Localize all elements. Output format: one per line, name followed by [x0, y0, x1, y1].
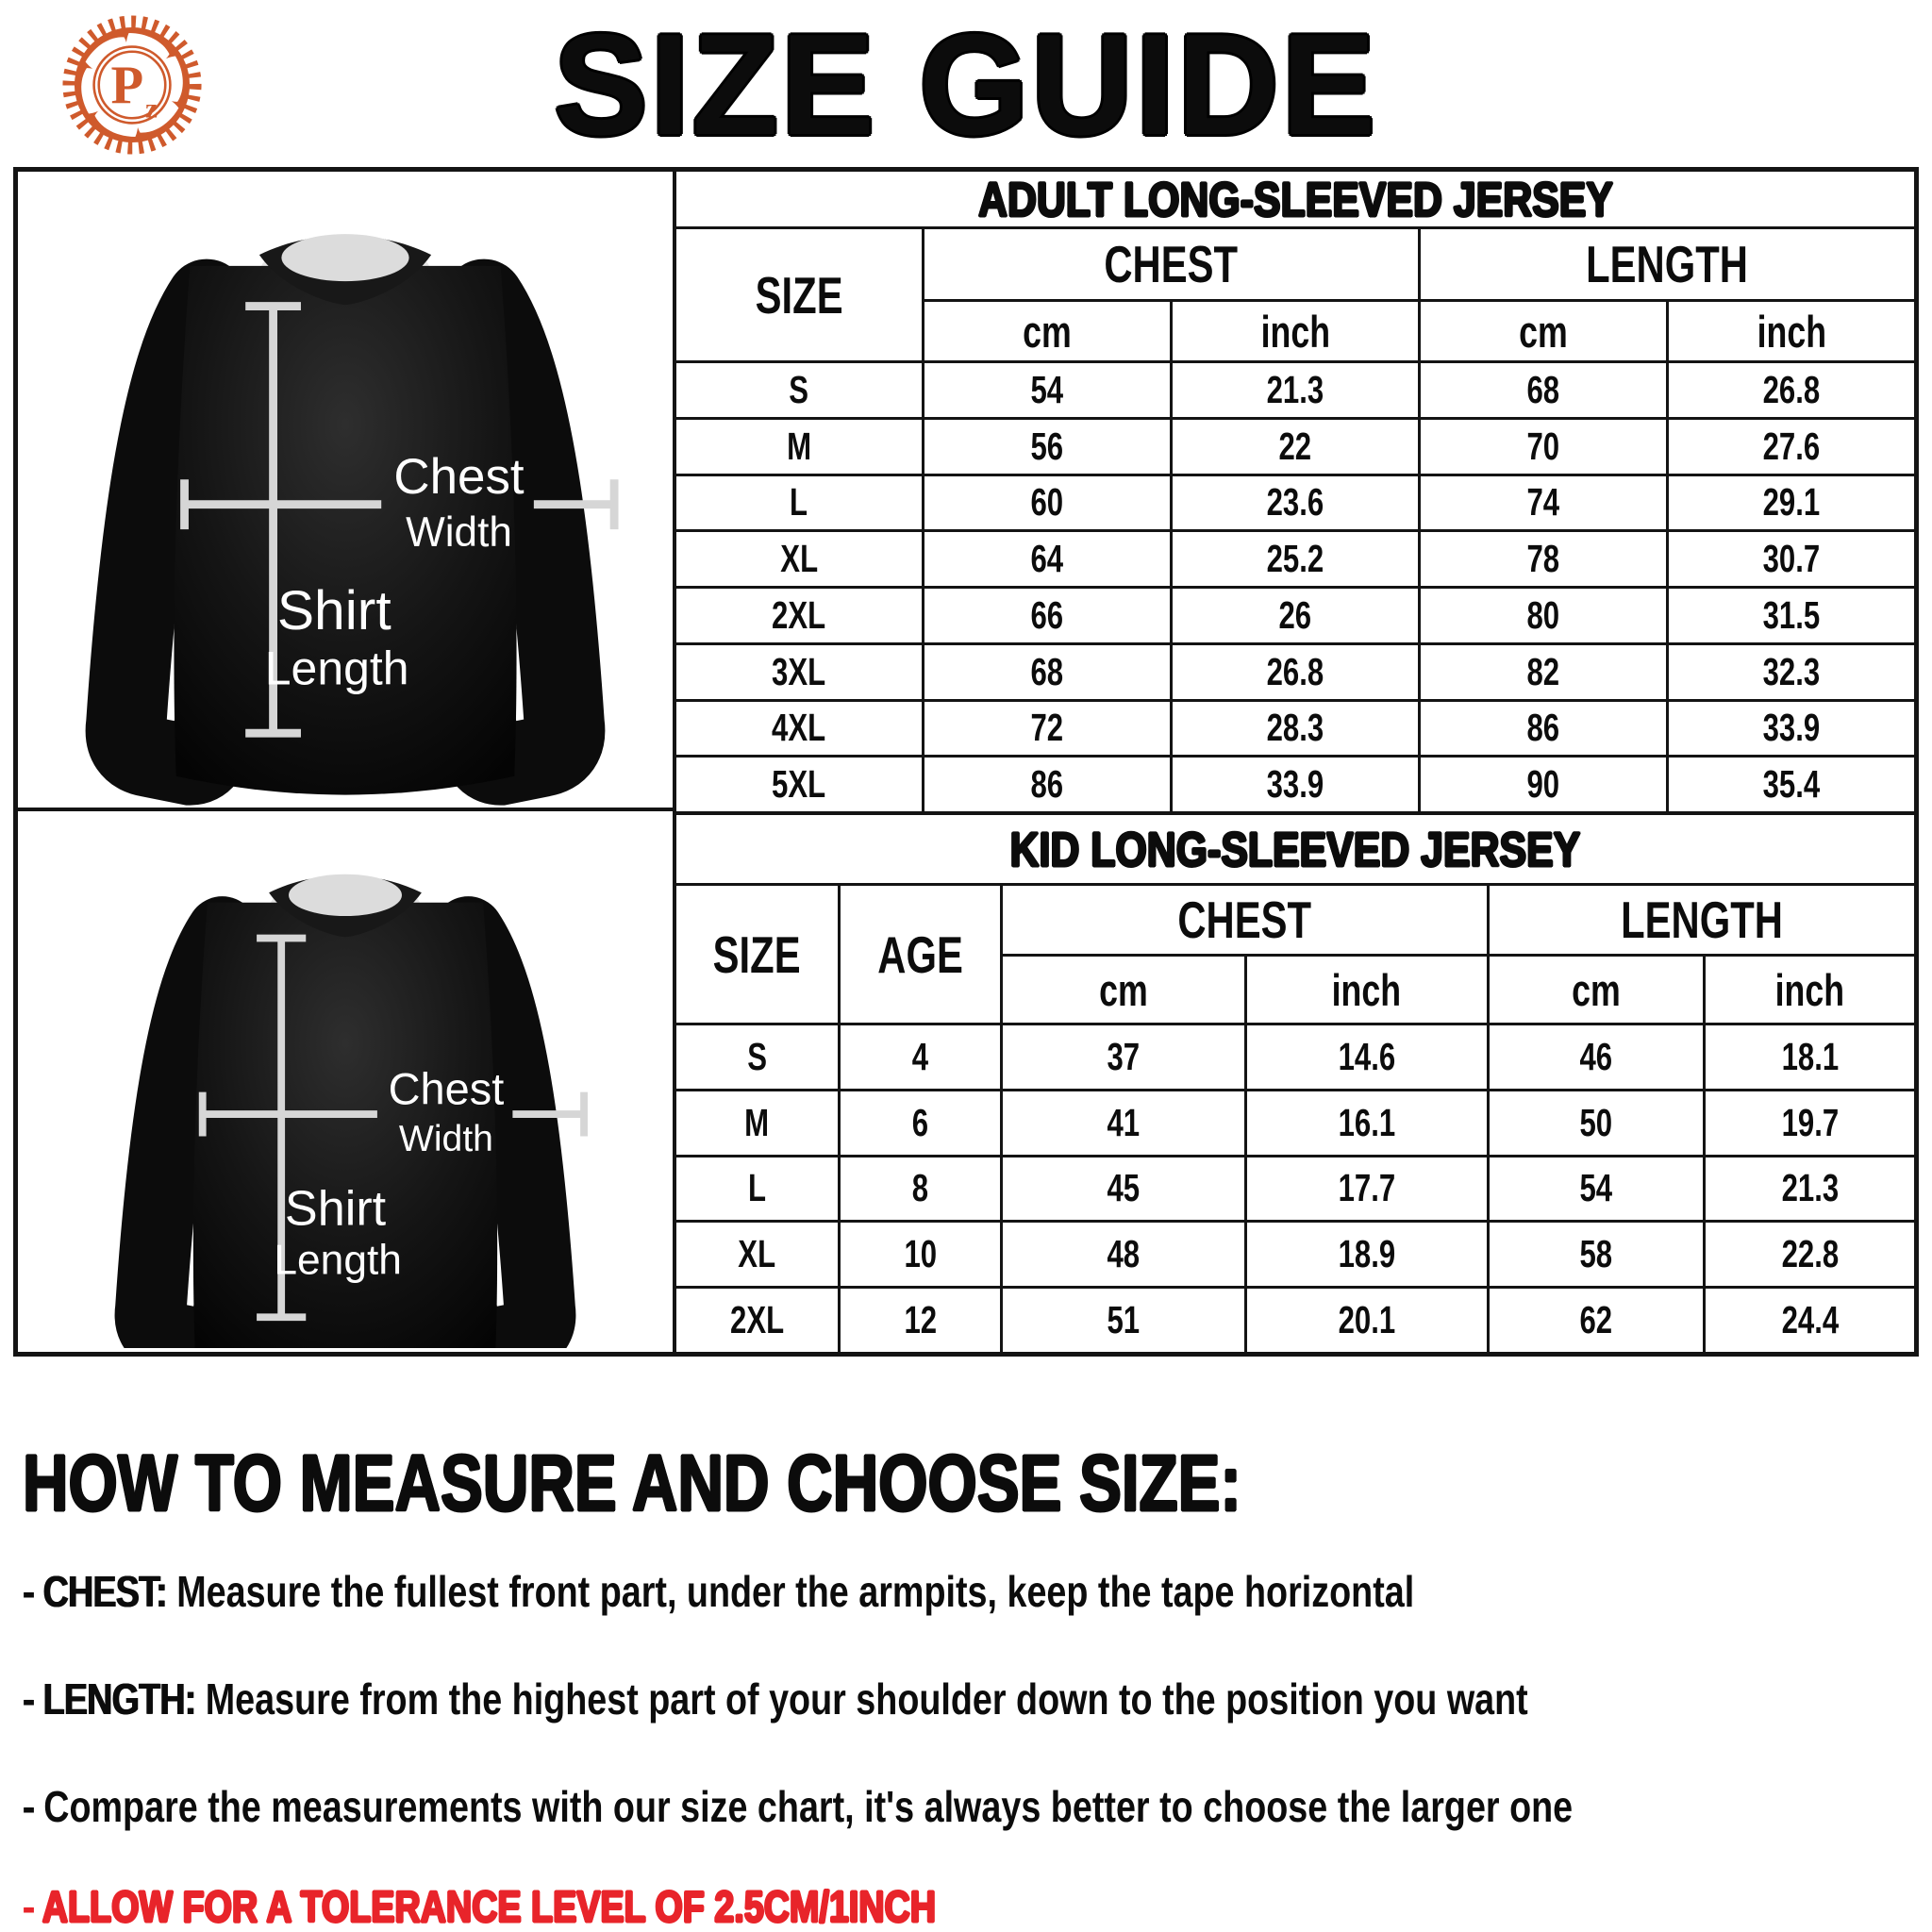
measure-instruction-chest: [23, 1566, 1580, 1617]
adult-jersey-image: [36, 172, 655, 809]
table-cell: 2XL: [676, 589, 922, 642]
adult-table-title: ADULT LONG-SLEEVED JERSEY: [676, 172, 1914, 226]
table-cell: 30.7: [1669, 532, 1914, 586]
table-cell: 78: [1421, 532, 1666, 586]
table-cell: 25.2: [1173, 532, 1418, 586]
table-cell: S: [676, 1025, 838, 1089]
adult-header-length-inch: inch: [1669, 302, 1914, 360]
table-cell: 26.8: [1669, 363, 1914, 417]
kid-table: [676, 815, 1914, 1352]
table-cell: L: [676, 1158, 838, 1221]
table-cell: XL: [676, 532, 922, 586]
monogram-sub: z: [145, 93, 158, 125]
table-cell: 23.6: [1173, 476, 1418, 530]
table-cell: 29.1: [1669, 476, 1914, 530]
table-cell: 20.1: [1247, 1289, 1487, 1352]
table-cell: 90: [1421, 758, 1666, 811]
shirt-diagram-panel: [18, 172, 676, 1352]
table-cell: 6: [841, 1091, 1001, 1155]
kid-table-section: [676, 811, 1914, 1352]
adult-header-chest: CHEST: [924, 229, 1418, 299]
table-cell: 37: [1003, 1025, 1243, 1089]
adult-header-chest-inch: inch: [1173, 302, 1418, 360]
instruction-label: -: [23, 1882, 34, 1932]
adult-header-length: LENGTH: [1421, 229, 1914, 299]
chest-width-label-line2: Width: [398, 1119, 493, 1160]
table-cell: 80: [1421, 589, 1666, 642]
adult-header-length-cm: cm: [1421, 302, 1666, 360]
instruction-label: - LENGTH:: [23, 1674, 196, 1724]
how-to-measure-section: [23, 1441, 1923, 1932]
table-cell: 60: [924, 476, 1170, 530]
table-cell: 2XL: [676, 1289, 838, 1352]
kid-header-chest: CHEST: [1003, 886, 1486, 954]
table-cell: 26.8: [1173, 645, 1418, 699]
table-cell: 62: [1490, 1289, 1704, 1352]
table-cell: 48: [1003, 1223, 1243, 1286]
instruction-label: -: [23, 1782, 34, 1832]
table-cell: 74: [1421, 476, 1666, 530]
table-cell: 68: [924, 645, 1170, 699]
table-cell: 51: [1003, 1289, 1243, 1352]
shirt-length-label-line2: Length: [264, 641, 409, 695]
table-cell: 64: [924, 532, 1170, 586]
table-cell: 18.1: [1706, 1025, 1914, 1089]
table-cell: 72: [924, 702, 1170, 756]
instruction-text: Measure from the highest part of your shoulder down to the position you want: [205, 1674, 1528, 1724]
table-cell: 16.1: [1247, 1091, 1487, 1155]
table-cell: 24.4: [1706, 1289, 1914, 1352]
adult-table-section: [676, 172, 1914, 811]
kid-header-chest-inch: inch: [1247, 957, 1487, 1023]
table-cell: 33.9: [1173, 758, 1418, 811]
chest-width-label-line1: Chest: [393, 448, 525, 505]
kid-jersey-image: [72, 819, 619, 1348]
table-cell: 18.9: [1247, 1223, 1487, 1286]
kid-shirt-diagram: [18, 811, 673, 1348]
table-cell: XL: [676, 1223, 838, 1286]
table-cell: 19.7: [1706, 1091, 1914, 1155]
table-cell: 82: [1421, 645, 1666, 699]
table-cell: 68: [1421, 363, 1666, 417]
table-cell: 22.8: [1706, 1223, 1914, 1286]
kid-header-length-cm: cm: [1490, 957, 1704, 1023]
table-cell: 28.3: [1173, 702, 1418, 756]
table-cell: 8: [841, 1158, 1001, 1221]
table-cell: 58: [1490, 1223, 1704, 1286]
table-cell: 14.6: [1247, 1025, 1487, 1089]
kid-header-size: SIZE: [676, 886, 838, 1023]
table-cell: 5XL: [676, 758, 922, 811]
table-cell: 27.6: [1669, 420, 1914, 474]
size-chart-board: [13, 167, 1919, 1357]
table-cell: S: [676, 363, 922, 417]
table-cell: 10: [841, 1223, 1001, 1286]
table-cell: 21.3: [1706, 1158, 1914, 1221]
table-cell: 4XL: [676, 702, 922, 756]
adult-shirt-diagram: [18, 172, 673, 811]
instruction-text: Measure the fullest front part, under the armpits, keep the tape horizontal: [176, 1567, 1415, 1617]
adult-header-chest-cm: cm: [924, 302, 1170, 360]
table-cell: M: [676, 1091, 838, 1155]
kid-header-length-inch: inch: [1706, 957, 1914, 1023]
instruction-text: Compare the measurements with our size chart, it's always better to choose the larger one: [43, 1782, 1574, 1832]
adult-header-size: SIZE: [676, 229, 922, 360]
shirt-length-label-line2: Length: [274, 1237, 402, 1284]
instruction-label: - CHEST:: [23, 1567, 167, 1617]
table-cell: 56: [924, 420, 1170, 474]
measure-instruction-compare: [23, 1781, 1580, 1832]
table-cell: 66: [924, 589, 1170, 642]
table-cell: 22: [1173, 420, 1418, 474]
table-cell: 41: [1003, 1091, 1243, 1155]
kid-header-age: AGE: [841, 886, 1001, 1023]
table-cell: 35.4: [1669, 758, 1914, 811]
how-to-heading: HOW TO MEASURE AND CHOOSE SIZE:: [23, 1439, 1241, 1527]
adult-table: [676, 172, 1914, 811]
instruction-text: ALLOW FOR A TOLERANCE LEVEL OF 2.5CM/1INCH: [42, 1882, 937, 1932]
table-cell: 46: [1490, 1025, 1704, 1089]
table-cell: 50: [1490, 1091, 1704, 1155]
monogram-main: P: [110, 55, 144, 115]
table-cell: 54: [924, 363, 1170, 417]
table-cell: 17.7: [1247, 1158, 1487, 1221]
table-cell: 45: [1003, 1158, 1243, 1221]
table-cell: 3XL: [676, 645, 922, 699]
table-cell: 33.9: [1669, 702, 1914, 756]
table-cell: 4: [841, 1025, 1001, 1089]
table-cell: 70: [1421, 420, 1666, 474]
table-cell: 86: [924, 758, 1170, 811]
table-cell: M: [676, 420, 922, 474]
chest-width-label-line2: Width: [406, 508, 512, 556]
table-cell: 12: [841, 1289, 1001, 1352]
shirt-length-label-line1: Shirt: [284, 1181, 387, 1237]
shirt-length-label-line1: Shirt: [276, 579, 391, 641]
kid-table-title: KID LONG-SLEEVED JERSEY: [676, 815, 1914, 883]
page-title: SIZE GUIDE: [554, 5, 1378, 165]
kid-header-chest-cm: cm: [1003, 957, 1243, 1023]
table-cell: 21.3: [1173, 363, 1418, 417]
table-cell: L: [676, 476, 922, 530]
chest-width-label-line1: Chest: [388, 1063, 505, 1114]
tolerance-note: [23, 1881, 1580, 1932]
table-cell: 54: [1490, 1158, 1704, 1221]
measure-instruction-length: [23, 1674, 1580, 1724]
table-cell: 86: [1421, 702, 1666, 756]
kid-header-length: LENGTH: [1490, 886, 1914, 954]
table-cell: 31.5: [1669, 589, 1914, 642]
table-cell: 26: [1173, 589, 1418, 642]
table-cell: 32.3: [1669, 645, 1914, 699]
